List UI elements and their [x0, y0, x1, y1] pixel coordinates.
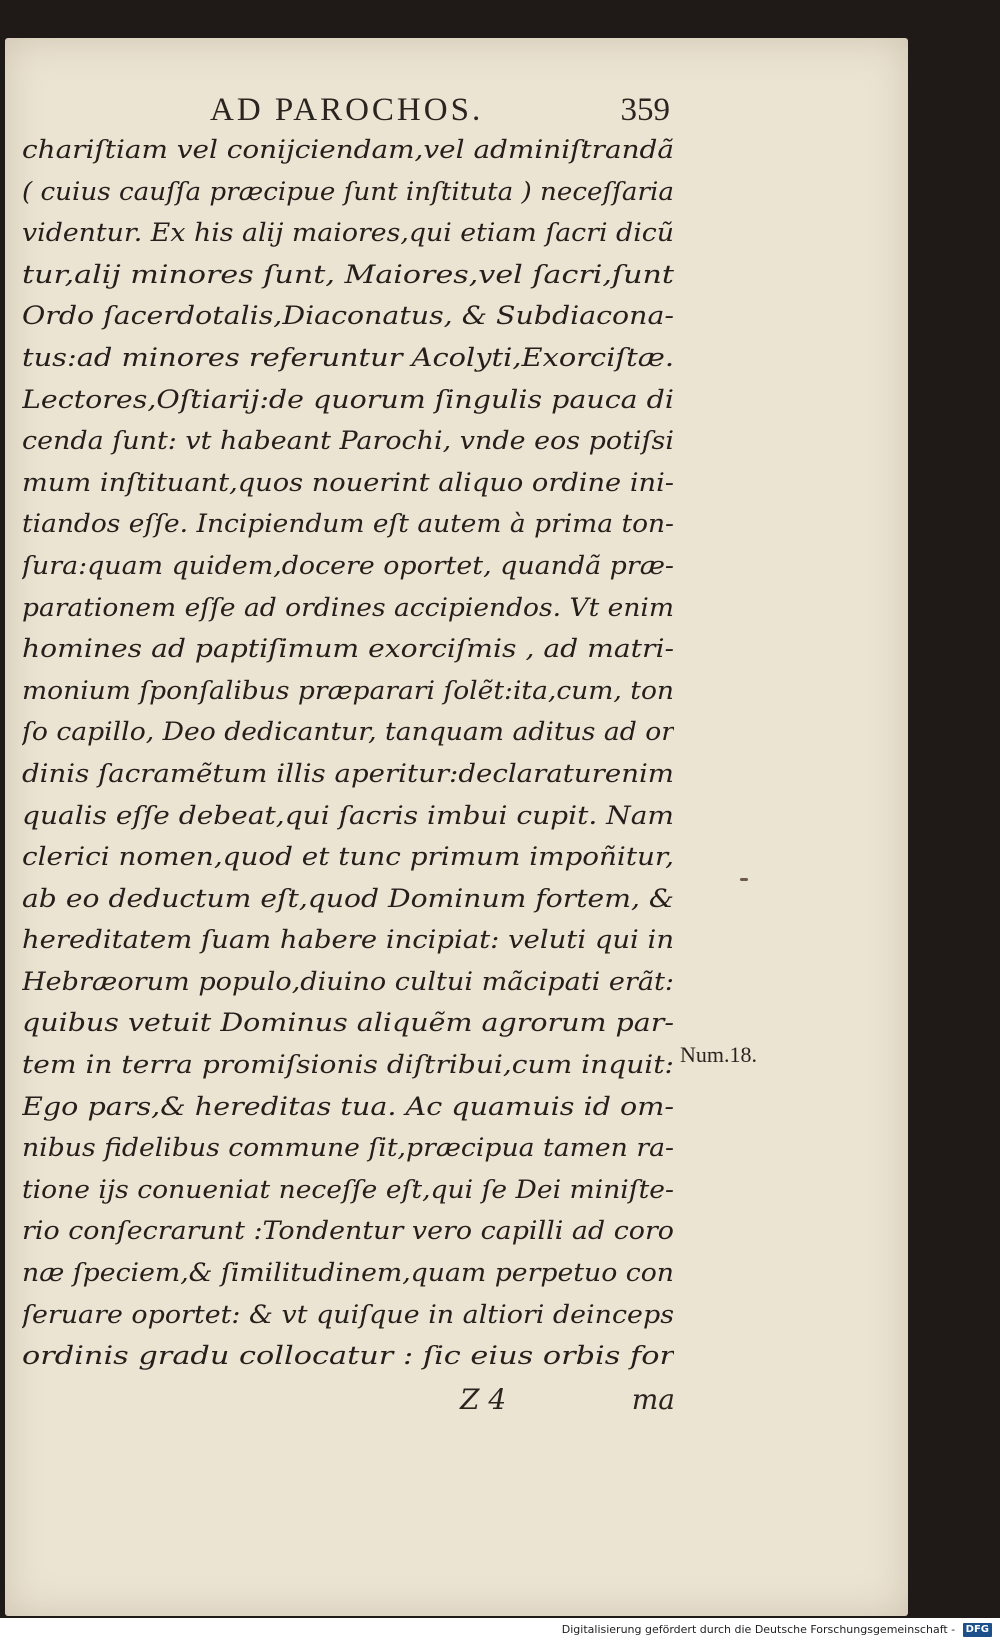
- text-line: [22, 671, 674, 713]
- text-line: [22, 1045, 674, 1087]
- text-line-content: Lectores,Oſtiarij:de quorum ſingulis pauca di: [22, 384, 674, 415]
- text-line-content: cenda ſunt: vt habeant Parochi, vnde eos potiſsi: [22, 426, 674, 457]
- text-line: [22, 879, 674, 921]
- text-line: [22, 463, 674, 505]
- body-text: [22, 130, 674, 1378]
- text-line: [22, 1211, 674, 1253]
- text-line-content: quibus vetuit Dominus aliquẽm agrorum par-: [22, 1008, 674, 1039]
- text-line: [22, 338, 674, 380]
- margin-mark: [740, 878, 748, 881]
- text-line: [22, 629, 674, 671]
- text-line-content: clerici nomen,quod et tunc primum impoñitur,: [22, 842, 674, 873]
- text-line-content: videntur. Ex his alij maiores,qui etiam ſacri dicũ: [22, 218, 674, 249]
- text-line: [22, 754, 674, 796]
- footer-text: Digitalisierung gefördert durch die Deutsche Forschungsgemeinschaft -: [561, 1623, 956, 1636]
- text-line-content: hereditatem ſuam habere incipiat: veluti qui in: [22, 925, 674, 956]
- text-line-content: qualis eſſe debeat,qui ſacris imbui cupit. Nam: [22, 800, 674, 831]
- text-line: [22, 172, 674, 214]
- text-line: [22, 1128, 674, 1170]
- text-line-content: ab eo deductum eſt,quod Dominum fortem, &: [22, 883, 674, 914]
- text-line-content: parationem eſſe ad ordines accipiendos. Vt enim: [22, 592, 674, 623]
- text-line: [22, 380, 674, 422]
- text-line: [22, 1253, 674, 1295]
- page-foot: [460, 1383, 675, 1423]
- running-head: AD PAROCHOS.: [210, 92, 484, 128]
- text-line: [22, 213, 674, 255]
- text-line-content: mum inſtituant,quos nouerint aliquo ordine ini-: [22, 467, 674, 498]
- text-line: [22, 588, 674, 630]
- text-line: [22, 1295, 674, 1337]
- text-line-content: tione ijs conueniat neceſſe eſt,qui ſe Dei miniſte-: [22, 1174, 674, 1205]
- text-line: [22, 130, 674, 172]
- text-line-content: tus:ad minores referuntur Acolyti,Exorciſtæ.: [22, 342, 674, 373]
- text-line: [22, 255, 674, 297]
- text-line-content: Ego pars,& hereditas tua. Ac quamuis id om-: [22, 1091, 674, 1122]
- dfg-logo: DFG: [963, 1623, 992, 1637]
- digitization-footer: [0, 1620, 992, 1640]
- text-line: [22, 504, 674, 546]
- text-line: [22, 920, 674, 962]
- text-line: [22, 1336, 674, 1378]
- text-line: [22, 1087, 674, 1129]
- text-line: [22, 962, 674, 1004]
- catchword: ma: [631, 1383, 675, 1416]
- text-line-content: Hebræorum populo,diuino cultui mãcipati erãt:: [22, 966, 674, 997]
- text-line-content: ordinis gradu collocatur : ſic eius orbis for: [22, 1341, 674, 1372]
- text-line-content: monium ſponſalibus præparari ſolẽt:ita,cum, ton: [22, 675, 674, 706]
- text-line-content: tiandos eſſe. Incipiendum eſt autem à prima ton-: [22, 509, 674, 540]
- text-line: [22, 421, 674, 463]
- signature-mark: Z 4: [460, 1383, 507, 1416]
- text-line-content: homines ad paptiſimum exorciſmis , ad matri-: [22, 634, 674, 665]
- text-line: [22, 296, 674, 338]
- text-line-content: tem in terra promiſsionis diſtribui,cum inquit:: [22, 1050, 674, 1081]
- text-line-content: ( cuius cauſſa præcipue ſunt inſtituta ) neceſſaria: [22, 176, 674, 207]
- page-number: 359: [620, 92, 670, 128]
- text-line-content: chariſtiam vel conijciendam,vel adminiſtrandã: [22, 135, 674, 165]
- text-line: [22, 796, 674, 838]
- text-line-content: nibus fidelibus commune ſit,præcipua tamen ra-: [22, 1133, 674, 1164]
- text-line: [22, 1003, 674, 1045]
- text-line-content: ſura:quam quidem,docere oportet, quandã præ-: [22, 550, 674, 581]
- text-line: [22, 1170, 674, 1212]
- text-line: [22, 712, 674, 754]
- text-line-content: ſo capillo, Deo dedicantur, tanquam aditus ad or: [22, 717, 674, 748]
- text-line: [22, 837, 674, 879]
- text-line-content: tur,alij minores ſunt, Maiores,vel ſacri,ſunt: [22, 259, 674, 290]
- page-header: [210, 92, 670, 128]
- margin-note: Num.18.: [680, 1042, 757, 1067]
- text-line-content: næ ſpeciem,& ſimilitudinem,quam perpetuo con: [22, 1258, 674, 1289]
- text-line-content: Ordo ſacerdotalis,Diaconatus, & Subdiacona-: [22, 301, 674, 332]
- text-line-content: ſeruare oportet: & vt quiſque in altiori deinceps: [22, 1299, 674, 1330]
- text-line-content: dinis ſacramẽtum illis aperitur:declaraturenim: [22, 758, 674, 789]
- text-line: [22, 546, 674, 588]
- text-line-content: rio conſecrarunt :Tondentur vero capilli ad coro: [22, 1216, 674, 1247]
